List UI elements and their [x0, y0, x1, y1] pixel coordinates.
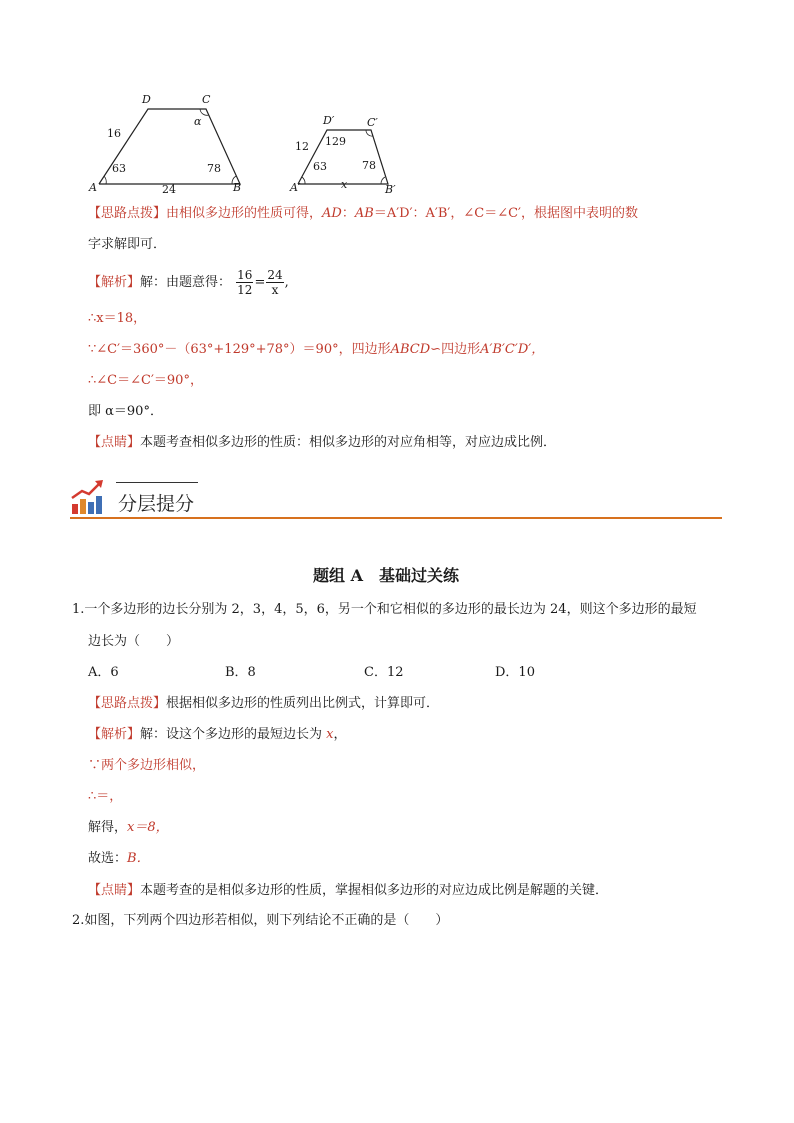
analysis-tag: 【解析】 [88, 275, 141, 290]
label-B-prime: B′ [385, 183, 396, 196]
angle-alpha-label: α [194, 115, 202, 128]
figure-svg [80, 90, 410, 200]
step-angle-c-prime: ∵∠C′＝360°－（63°+129°+78°）＝90°，四边形ABCD∽四边形A′B′C′D′， [88, 342, 545, 357]
q1-because: ∵两个多边形相似， [88, 758, 206, 773]
q1-analysis: 【解析】解：设这个多边形的最短边长为 x， [88, 727, 347, 742]
comment-tag: 【点睛】 [88, 435, 141, 450]
hint-tag: 【思路点拨】 [88, 206, 167, 221]
section-title: 分层提分 [118, 493, 195, 515]
side-AD-label: 16 [107, 127, 121, 140]
label-C: C [202, 93, 211, 106]
angle-B-label: 78 [207, 162, 221, 175]
right-angle-a-arc [302, 177, 305, 184]
label-A-prime: A′ [290, 181, 301, 194]
q1-solve: 解得，x＝8， [88, 820, 169, 835]
label-D: D [142, 93, 151, 106]
angle-B-prime-label: 78 [362, 159, 376, 172]
step-angle-c: ∴∠C＝∠C′＝90°， [88, 373, 203, 388]
q1-hint: 【思路点拨】根据相似多边形的性质列出比例式，计算即可． [88, 696, 440, 711]
label-B: B [233, 181, 242, 194]
label-C-prime: C′ [367, 116, 378, 129]
example-comment: 【点睛】本题考查相似多边形的性质：相似多边形的对应角相等，对应边成比例． [88, 435, 557, 450]
example-analysis-line: 【解析】解：由题意得： $\frac{16}{12}$ = $\frac{24}{x}$ , [88, 268, 289, 297]
example-hint-line2: 字求解即可． [88, 237, 167, 252]
angle-A-label: 63 [112, 162, 126, 175]
side-AB-label: 24 [162, 183, 176, 196]
q2-stem: 2.如图，下列两个四边形若相似，则下列结论不正确的是（ ） [72, 913, 449, 928]
q1-option-c: C．12 [364, 665, 404, 680]
q1-stem-line2: 边长为（ ） [88, 634, 180, 649]
trapezoid-figures [80, 90, 410, 200]
step-x-equals-18: ∴x＝18， [88, 311, 147, 326]
label-A: A [89, 181, 97, 194]
q1-option-b: B．8 [225, 665, 256, 680]
left-angle-a-arc [104, 176, 106, 184]
angle-A-prime-label: 63 [313, 160, 327, 173]
q1-comment: 【点睛】本题考查的是相似多边形的性质，掌握相似多边形的对应边成比例是解题的关键． [88, 883, 609, 898]
fraction-24-x: $\frac{24}{x}$ [267, 268, 283, 297]
section-title-overline [116, 482, 198, 483]
fraction-16-12: $\frac{16}{12}$ [237, 268, 253, 297]
q1-option-d: D．10 [495, 665, 535, 680]
q1-option-a: A．6 [88, 665, 119, 680]
q1-choose: 故选：B． [88, 851, 150, 866]
side-AD-prime-label: 12 [295, 140, 309, 153]
step-alpha: 即 α＝90°． [88, 404, 163, 419]
section-divider [70, 517, 722, 519]
q1-stem-line1: 1.一个多边形的边长分别为 2，3，4，5，6，另一个和它相似的多边形的最长边为 24，则这个多边形的最短 [72, 602, 697, 617]
side-x-label: x [341, 178, 348, 191]
label-D-prime: D′ [323, 114, 335, 127]
angle-D-prime-label: 129 [325, 135, 346, 148]
q1-therefore: ∴＝， [88, 789, 123, 804]
chart-growth-icon [70, 478, 104, 516]
group-title: 题组 A 基础过关练 [313, 566, 459, 585]
example-hint-line1: 【思路点拨】由相似多边形的性质可得，AD：AB＝A′D′：A′B′，∠C＝∠C′，根据图中表明的数 [88, 206, 639, 221]
